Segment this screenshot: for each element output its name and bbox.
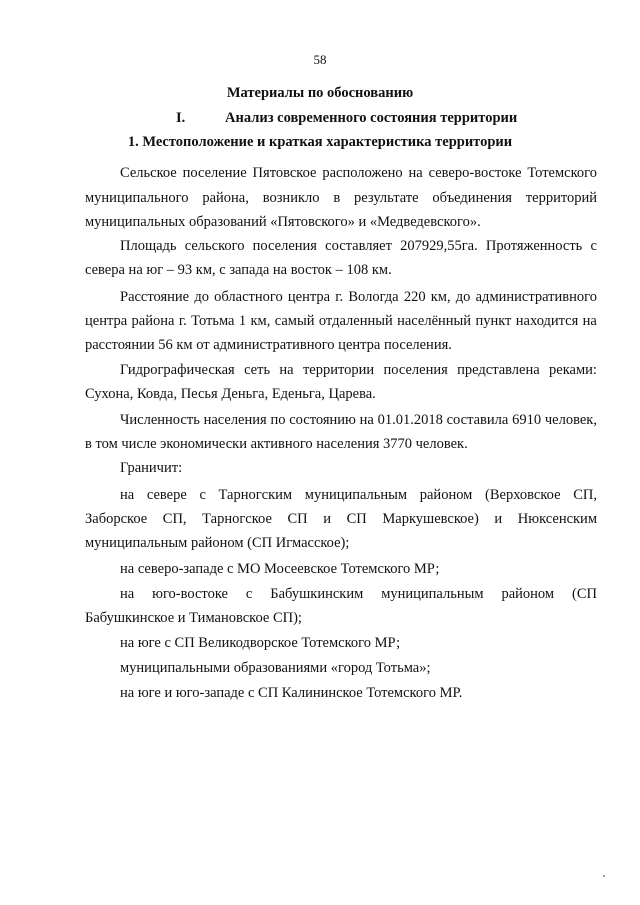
section-numeral: I. [176, 110, 186, 126]
border4-line: на юге с СП Великодворское Тотемского МР; [120, 635, 401, 651]
word: муниципальным [381, 586, 484, 602]
word: территории [302, 362, 375, 378]
word: Расстояние [120, 289, 190, 305]
para5-line1 [120, 412, 597, 429]
word: Тотьма [191, 313, 235, 329]
word: составляет [325, 238, 392, 254]
word: юго-востоке [152, 586, 228, 602]
word: на [279, 362, 294, 378]
word: Пятовское [252, 165, 317, 181]
document-heading: Материалы по обоснованию [226, 85, 414, 101]
word: человек, [544, 412, 597, 428]
word: на [120, 586, 135, 602]
word: Нюксенским [517, 511, 597, 527]
word: севере [146, 487, 187, 503]
word: сеть [244, 362, 271, 378]
word: СП [346, 511, 367, 527]
word: Тотемского [527, 165, 597, 181]
word: в [333, 190, 341, 206]
word: с [199, 487, 206, 503]
word: населения [203, 412, 267, 428]
word: (Верховское [485, 487, 561, 503]
border6-line: на юге и юго-западе с СП Калининское Тотемского МР. [120, 685, 463, 701]
word: населённый [397, 313, 472, 329]
word: 01.01.2018 [377, 412, 443, 428]
word: находится [515, 313, 579, 329]
subsection-title: 1. Местоположение и краткая характеристика территории [127, 134, 513, 150]
word: на [582, 313, 597, 329]
word: г. [178, 313, 187, 329]
word: пункт [475, 313, 512, 329]
word: на [120, 487, 135, 503]
word: Тарногское [202, 511, 272, 527]
para5-line2: в том числе экономически активного населения 3770 человек. [85, 436, 468, 452]
word: областного [214, 289, 283, 305]
word: Маркушевское) [382, 511, 479, 527]
para1-line3: муниципальных образований «Пятовского» и «Медведевского». [85, 214, 481, 230]
border2-line: на северо-западе с МО Мосеевское Тотемского МР; [120, 561, 440, 577]
para3-line1 [120, 289, 597, 306]
borders-intro: Граничит: [120, 460, 183, 476]
word: района, [202, 190, 249, 206]
word: 207929,55га. [400, 238, 478, 254]
word: г. [335, 289, 344, 305]
word: на [359, 412, 374, 428]
word: районом [419, 487, 473, 503]
word: поселение [182, 165, 247, 181]
word: по [270, 412, 286, 428]
word: с [590, 238, 597, 254]
border3-line1 [120, 586, 597, 603]
word: центра [287, 289, 331, 305]
word: состоянию [289, 412, 356, 428]
word: северо-востоке [428, 165, 522, 181]
scan-speck [603, 875, 605, 877]
para4-line1 [120, 362, 597, 379]
para2-line1 [120, 238, 597, 255]
word: административного [475, 289, 597, 305]
word: поселения [252, 238, 317, 254]
word: представлена [457, 362, 540, 378]
word: СП, [573, 487, 597, 503]
word: с [245, 586, 253, 602]
word: Гидрографическая [120, 362, 235, 378]
para2-line2: севера на юг – 93 км, с запада на восток – 108 км. [85, 262, 392, 278]
word: района [131, 313, 175, 329]
word: поселения [383, 362, 448, 378]
border1-line2 [85, 511, 597, 528]
word: Численность [120, 412, 200, 428]
border3-line2: Бабушкинское и Тимановское СП); [85, 610, 302, 626]
word: 220 [403, 289, 426, 305]
word: 1 [238, 313, 247, 329]
word: отдаленный [318, 313, 393, 329]
word: СП, [162, 511, 187, 527]
border1-line1 [120, 487, 597, 504]
word: и [323, 511, 332, 527]
para1-line2 [85, 190, 597, 207]
word: км, [250, 313, 271, 329]
word: расположено [322, 165, 403, 181]
word: центра [85, 313, 128, 329]
section-title: Анализ современного состояния территории [225, 110, 518, 126]
word: до [455, 289, 471, 305]
border1-line3: муниципальным районом (СП Игмасское); [85, 535, 350, 551]
para3-line2 [85, 313, 597, 330]
page-number: 58 [313, 52, 327, 67]
word: до [194, 289, 209, 305]
word: СП [287, 511, 308, 527]
word: Площадь [120, 238, 177, 254]
word: территорий [525, 190, 597, 206]
word: возникло [262, 190, 320, 206]
word: районом [501, 586, 555, 602]
word: (СП [572, 586, 597, 602]
para1-line1 [120, 165, 597, 182]
word: муниципального [85, 190, 189, 206]
word: Заборское [85, 511, 148, 527]
word: Бабушкинским [270, 586, 364, 602]
word: Тарногским [218, 487, 293, 503]
word: муниципальным [304, 487, 408, 503]
word: Сельское [120, 165, 177, 181]
word: км, [430, 289, 451, 305]
word: реками: [549, 362, 597, 378]
word: самый [274, 313, 315, 329]
word: составила [446, 412, 509, 428]
word: результате [354, 190, 419, 206]
word: и [494, 511, 503, 527]
word: 6910 [512, 412, 542, 428]
border5-line: муниципальными образованиями «город Тотьма»; [120, 660, 431, 676]
word: Протяженность [485, 238, 583, 254]
para3-line3: расстоянии 56 км от административного центра поселения. [85, 337, 452, 353]
word: сельского [184, 238, 245, 254]
word: объединения [432, 190, 512, 206]
para4-line2: Сухона, Ковда, Песья Деньга, Еденьга, Царева. [85, 386, 376, 402]
word: Вологда [348, 289, 399, 305]
word: на [408, 165, 423, 181]
